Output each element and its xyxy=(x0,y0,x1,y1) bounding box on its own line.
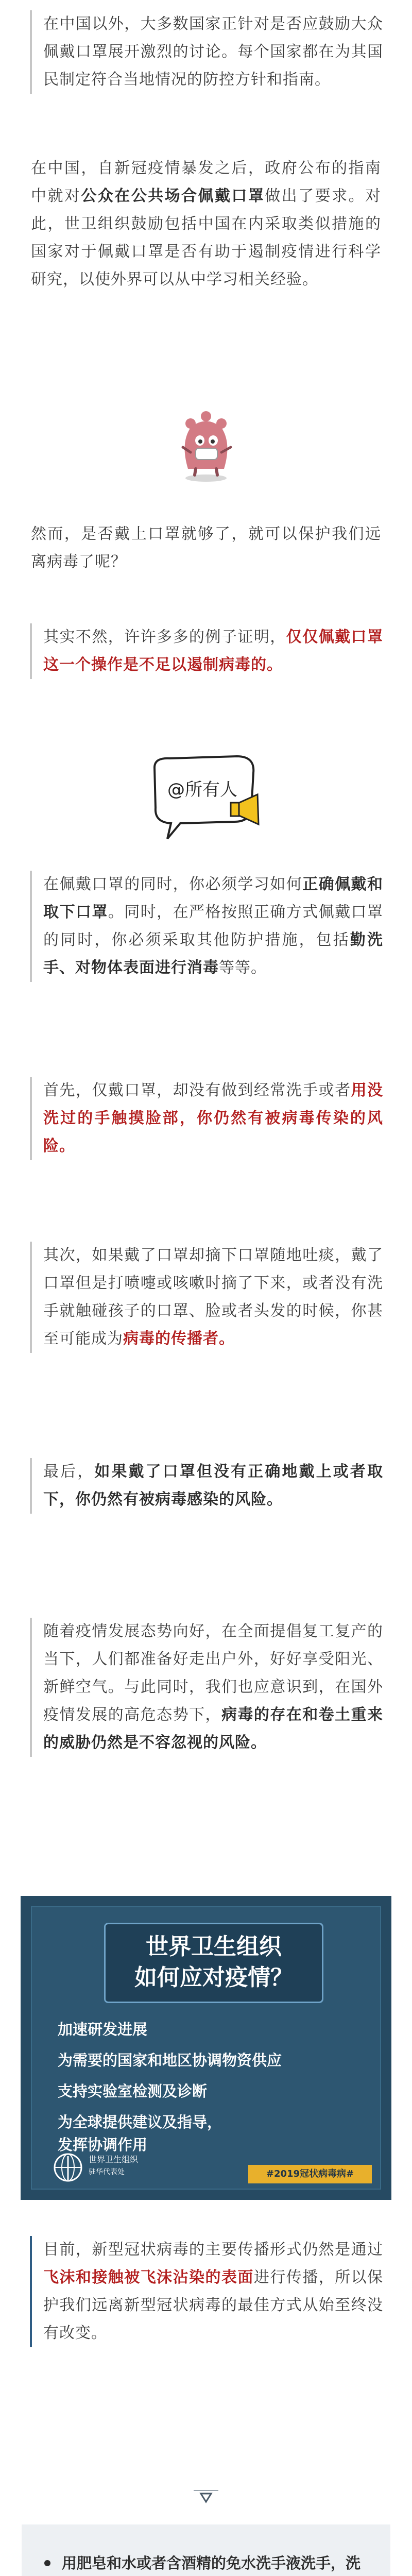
paragraph-text: 等等。 xyxy=(219,959,267,977)
poster-frame xyxy=(31,1906,381,2190)
highlight-text: 如果戴了口罩但没有正确地戴上或者取下，你仍然有被病毒感染的风险。 xyxy=(43,1463,384,1509)
who-org-label xyxy=(89,2154,138,2178)
paragraph-text: 最后， xyxy=(43,1463,95,1481)
highlight-text: 正确佩戴和取下口罩 xyxy=(43,875,384,921)
paragraph-9 xyxy=(30,1618,383,1757)
org-name: 世界卫生组织 xyxy=(89,2155,139,2164)
mention-all-sticker xyxy=(139,747,273,850)
paragraph-7 xyxy=(30,1242,383,1353)
poster-item: 为全球提供建议及指导， xyxy=(58,2113,222,2131)
paragraph-6 xyxy=(30,1077,383,1160)
paragraph-8 xyxy=(30,1458,383,1514)
paragraph-text: 首先，仅戴口罩，却没有做到经常洗手或者 xyxy=(43,1081,351,1099)
highlight-text: 勤洗手、对物体表面进行消毒 xyxy=(43,931,384,977)
virus-mascot-icon xyxy=(160,392,252,484)
poster-title-line-1: 世界卫生组织 xyxy=(146,1934,282,1960)
prevention-tips-box xyxy=(22,2524,390,2576)
sticker-text: @所有人 xyxy=(167,779,237,800)
paragraph-3 xyxy=(31,520,381,576)
paragraph-text: 。同时，在严格按照正确方式佩戴口罩的同时，你必须采取其他防护措施，包括 xyxy=(43,903,384,949)
paragraph-5 xyxy=(30,871,383,982)
who-poster xyxy=(21,1896,391,2200)
paragraph-text: 在中国，自新冠疫情暴发之后，政府公布的指南中就对 xyxy=(31,159,381,205)
paragraph-text: 在中国以外，大多数国家正针对是否应鼓励大众佩戴口罩展开激烈的讨论。每个国家都在为其国民制定符合当地情况的防控方针和指南。 xyxy=(43,15,383,89)
down-triangle-divider-icon xyxy=(194,2488,218,2504)
highlight-text: 公众在公共场合佩戴口罩 xyxy=(81,187,265,205)
poster-title-box xyxy=(104,1923,323,2003)
paragraph-10 xyxy=(30,2236,383,2347)
paragraph-1 xyxy=(30,10,383,94)
highlight-text: 仅仅佩戴口罩这一个操作是不足以遏制病毒的。 xyxy=(43,628,383,674)
paragraph-text: 在佩戴口罩的同时，你必须学习如何 xyxy=(43,875,303,893)
paragraph-4 xyxy=(30,623,383,679)
who-emblem-icon xyxy=(53,2152,83,2183)
hashtag-badge: #2019冠状病毒病# xyxy=(248,2165,372,2183)
tip-item: 用肥皂和水或者含酒精的免水洗手液洗手，洗 xyxy=(62,2554,361,2572)
poster-item: 支持实验室检测及诊断 xyxy=(58,2082,208,2100)
paragraph-2 xyxy=(31,155,381,294)
paragraph-text: 目前，新型冠状病毒的主要传播形式仍然是通过 xyxy=(43,2241,383,2259)
paragraph-text: 其次，如果戴了口罩却摘下口罩随地吐痰，戴了口罩但是打喷嚏或咳嗽时摘了下来，或者没有洗手就触碰孩子的口罩、脸或者头发的时候，你甚至可能成为 xyxy=(43,1246,383,1348)
paragraph-text: 随着疫情发展态势向好，在全面提倡复工复产的当下，人们都准备好走出户外，好好享受阳光、新鲜空气。与此同时，我们也应意识到，在国外疫情发展的高危态势下， xyxy=(43,1622,383,1724)
poster-item: 加速研发进展 xyxy=(58,2021,148,2038)
poster-title-line-2: 如何应对疫情？ xyxy=(134,1964,293,1991)
paragraph-text: 然而，是否戴上口罩就够了，就可以保护我们远离病毒了呢？ xyxy=(31,525,381,571)
highlight-text: 飞沫和接触被飞沫沾染的表面 xyxy=(43,2268,254,2286)
bullet-icon xyxy=(44,2560,50,2566)
paragraph-text: 进行传播，所以保护我们远离新型冠状病毒的最佳方式从始至终没有改变。 xyxy=(43,2268,384,2342)
poster-item: 发挥协调作用 xyxy=(58,2136,148,2154)
paragraph-text: 做出了要求。对此，世卫组织鼓励包括中国在内采取类似措施的国家对于佩戴口罩是否有助于遏制疫情进行科学研究，以使外界可以从中学习相关经验。 xyxy=(31,187,382,289)
highlight-text: 病毒的传播者。 xyxy=(123,1330,235,1348)
paragraph-text: 其实不然，许许多多的例子证明， xyxy=(43,628,286,646)
org-subtitle: 驻华代表处 xyxy=(89,2168,125,2176)
highlight-text: 病毒的存在和卷土重来的威胁仍然是不容忽视的风险。 xyxy=(43,1706,384,1752)
highlight-text: 用没洗过的手触摸脸部，你仍然有被病毒传染的风险。 xyxy=(43,1081,384,1155)
poster-item: 为需要的国家和地区协调物资供应 xyxy=(58,2052,282,2069)
